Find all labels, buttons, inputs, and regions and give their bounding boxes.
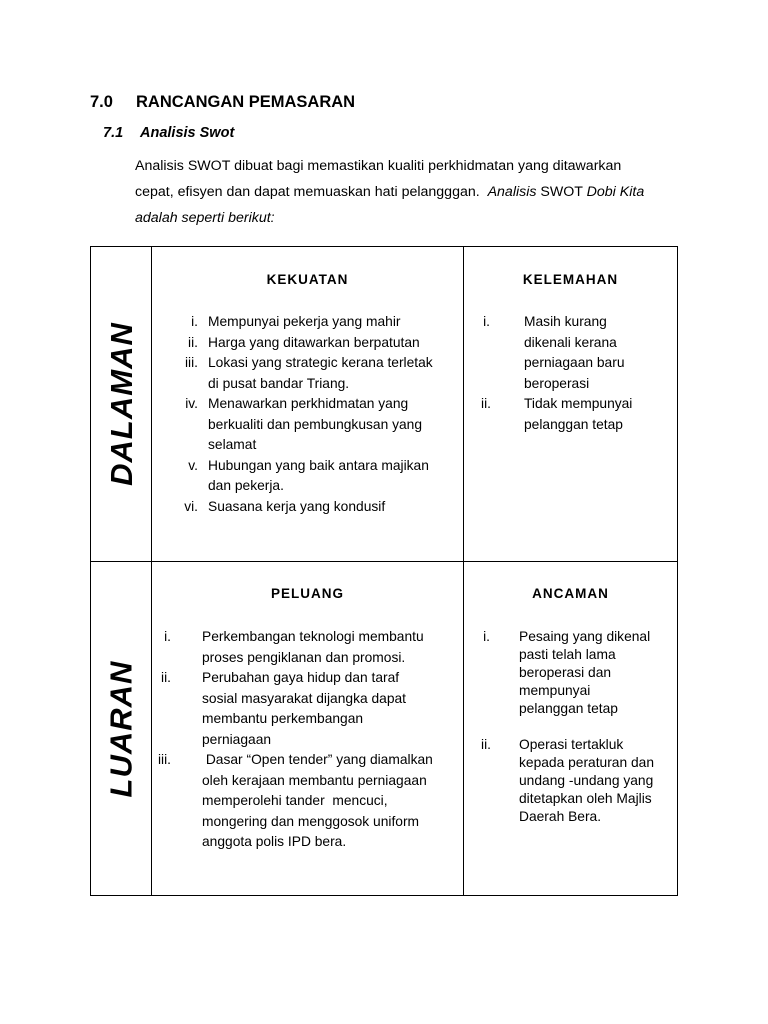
opportunities-title: PELUANG (270, 586, 344, 601)
strengths-list (184, 312, 463, 517)
list-marker: ii. (481, 737, 491, 752)
item-text-line: perniagaan (202, 731, 272, 747)
item-text-line: Masih kurang (524, 314, 607, 329)
list-marker: iv. (185, 396, 198, 411)
item-text-line: beroperasi (524, 375, 590, 391)
strengths-item (184, 353, 463, 394)
subsection-number: 7.1 (103, 125, 124, 141)
item-text-line: Menawarkan perkhidmatan yang (208, 396, 409, 411)
strengths-item (191, 312, 463, 333)
item-text-line: mongering dan menggosok uniform (202, 813, 420, 829)
item-text-line: Daerah Bera. (519, 809, 602, 824)
item-text-line: berkualiti dan pembungkusan yang (208, 416, 422, 432)
intro-line-2 (135, 179, 695, 205)
opportunities-item (157, 750, 463, 853)
item-text-line: mempunyai (519, 683, 591, 698)
subsection-heading (103, 125, 234, 141)
strengths-title: KEKUATAN (266, 272, 349, 287)
item-text-line: Perkembangan teknologi membantu (202, 629, 424, 644)
item-text-line: Perubahan gaya hidup dan taraf (202, 670, 400, 685)
side-label-internal: DALAMAN (103, 322, 139, 486)
list-marker: i. (191, 314, 198, 329)
opportunities-item (164, 627, 463, 668)
intro-line-3: adalah seperti berikut: (135, 210, 275, 226)
section-number: 7.0 (90, 93, 113, 111)
list-marker: v. (188, 457, 198, 473)
intro-italic: Analisis (487, 184, 537, 200)
item-text-line: Lokasi yang strategic kerana terletak (208, 355, 433, 370)
item-text-line: dan pekerja. (208, 478, 284, 493)
item-text-line: Dasar “Open tender” yang diamalkan (202, 752, 433, 767)
list-marker: ii. (481, 396, 491, 411)
list-marker: vi. (184, 498, 198, 514)
subsection-title: Analisis Swot (140, 125, 235, 141)
item-text-line: proses pengiklanan dan promosi. (202, 649, 406, 665)
weaknesses-item (481, 394, 674, 435)
strengths-item (188, 456, 463, 497)
list-marker: i. (164, 629, 171, 644)
item-text-line: anggota polis IPD bera. (202, 834, 347, 849)
strengths-item (185, 394, 463, 456)
column-divider (463, 247, 464, 895)
opportunities-item (161, 668, 463, 750)
item-text-line: di pusat bandar Triang. (208, 375, 350, 391)
item-text-line: membantu perkembangan (202, 711, 364, 726)
threats-list (481, 628, 674, 826)
item-text-line: Pesaing yang dikenal (519, 629, 651, 644)
item-text-line: Harga yang ditawarkan berpatutan (208, 334, 420, 350)
item-text-line: ditetapkan oleh Majlis (519, 791, 652, 806)
list-marker: iii. (157, 752, 171, 767)
item-text-line: kepada peraturan dan (519, 755, 655, 770)
weaknesses-title: KELEMAHAN (522, 272, 619, 287)
item-text-line: undang -undang yang (519, 773, 654, 788)
section-heading (90, 93, 355, 112)
item-text-line: Hubungan yang baik antara majikan (208, 457, 429, 473)
item-text-line: Tidak mempunyai (524, 396, 633, 411)
item-text-line: pelanggan tetap (519, 701, 618, 716)
list-marker: ii. (161, 670, 171, 685)
weaknesses-list (481, 312, 674, 435)
item-text-line: pelanggan tetap (524, 416, 623, 432)
threats-item (481, 736, 674, 826)
row-divider (91, 561, 677, 562)
list-marker: i. (483, 629, 490, 644)
list-marker: i. (483, 314, 490, 329)
item-text-line: perniagaan baru (524, 355, 625, 370)
list-marker: ii. (188, 334, 198, 350)
swot-table (90, 246, 678, 896)
threats-title: ANCAMAN (532, 586, 609, 601)
item-text-line: Suasana kerja yang kondusif (208, 498, 386, 514)
intro-text: SWOT (536, 184, 587, 200)
item-text-line: Operasi tertakluk (519, 737, 624, 752)
item-text-line: selamat (208, 437, 257, 452)
item-text-line: beroperasi dan (519, 665, 612, 680)
opportunities-list (157, 627, 463, 853)
intro-line-1: Analisis SWOT dibuat bagi memastikan kualiti perkhidmatan yang ditawarkan (135, 158, 622, 174)
section-title: RANCANGAN PEMASARAN (136, 93, 356, 111)
item-text-line: pasti telah lama (519, 647, 616, 662)
threats-item (483, 628, 674, 718)
strengths-item (184, 497, 463, 518)
intro-italic: Dobi Kita (586, 184, 645, 200)
intro-paragraph (135, 153, 695, 231)
side-label-external: LUARAN (103, 660, 139, 797)
list-marker: iii. (184, 355, 198, 370)
strengths-item (188, 333, 463, 354)
item-text-line: sosial masyarakat dijangka dapat (202, 690, 407, 706)
item-text-line: Mempunyai pekerja yang mahir (208, 314, 401, 329)
weaknesses-item (483, 312, 674, 394)
item-text-line: dikenali kerana (524, 334, 617, 350)
item-text-line: oleh kerajaan membantu perniagaan (202, 772, 427, 788)
intro-text: cepat, efisyen dan dapat memuaskan hati pelangggan. (135, 184, 488, 200)
item-text-line: memperolehi tander mencuci, (202, 793, 388, 808)
